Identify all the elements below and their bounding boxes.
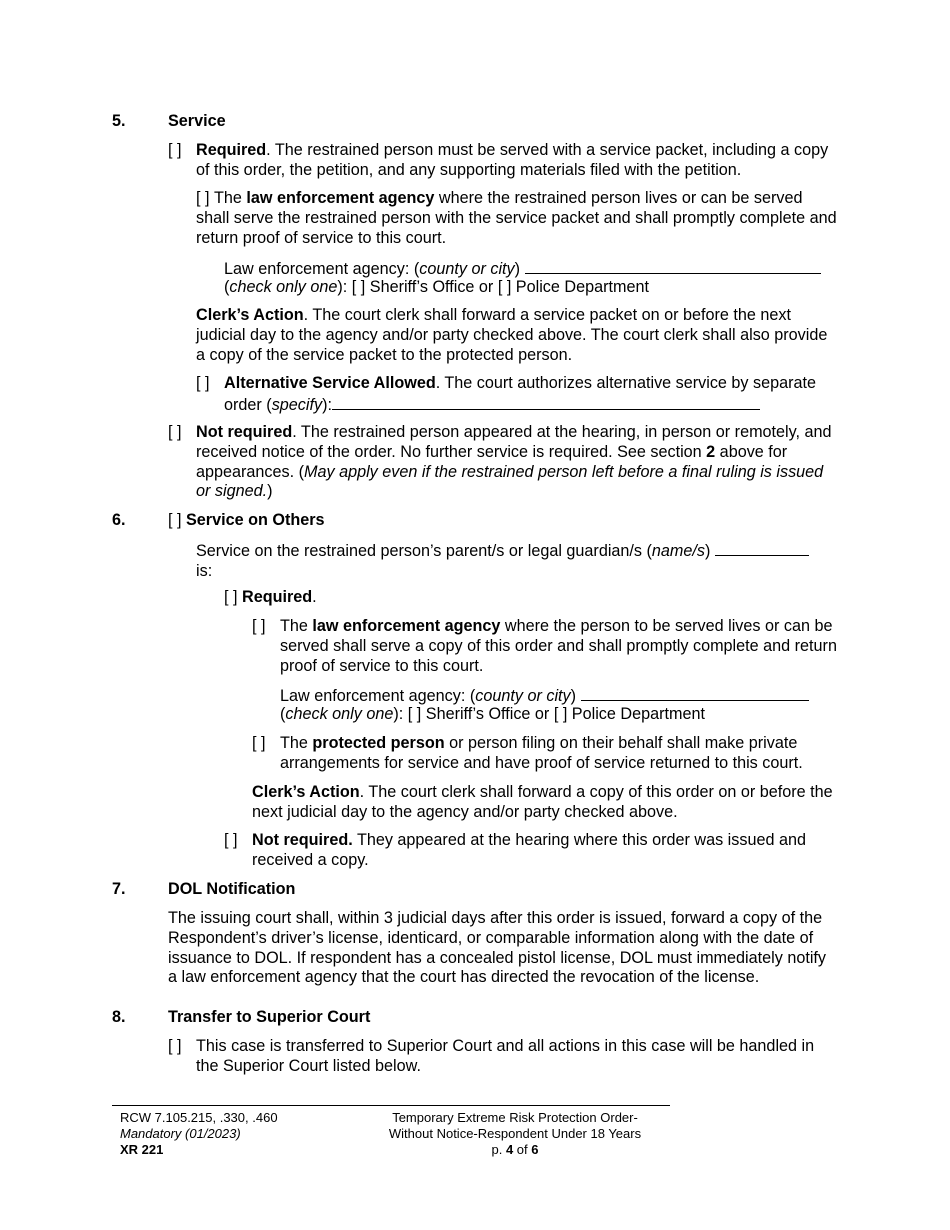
sec6-protected-item: [ ] The protected person or person filing on their behalf shall make private arrangements for service and have proof of service returned to this court. [252,734,803,772]
sec7-body: The issuing court shall, within 3 judicial days after this order is issued, forward a copy of the Respondent’s driver’s license, identicard, or comparable information along with the date of issuance to DOL. If respondent has a concealed pistol license, DOL must immediately notify a law enforcement agency that the court has directed the revocation of the license. [168,909,827,987]
checkbox[interactable]: [ ] [224,588,238,606]
footer-mandatory: Mandatory (01/2023) [120,1126,241,1141]
checkbox[interactable]: [ ] [196,374,210,392]
section-8-title: Transfer to Superior Court [168,1008,371,1026]
checkbox[interactable]: [ ] [168,511,182,529]
sec8-transfer-item: [ ] This case is transferred to Superior Court and all actions in this case will be handled in the Superior Court listed below. [168,1037,815,1075]
required-label: Required [196,141,267,159]
sec6-check-line: (check only one): [ ] Sheriff’s Office or [ ] Police Department [280,705,705,723]
sec5-agency-line: Law enforcement agency: (county or city) [224,258,838,280]
sec6-clerk-action: Clerk’s Action. The court clerk shall forward a copy of this order on or before the next judicial day to the agency and/or party checked above. [252,783,833,821]
sec5-not-required: [ ] Not required. The restrained person appeared at the hearing, in person or remotely, and received notice of the order. No further service is required. See section 2 above for appearances. (May apply even if the restrained person left before a final ruling is issued or signed.) [168,423,832,501]
footer-rule [112,1105,670,1106]
checkbox[interactable]: [ ] [168,423,182,441]
footer-center [355,1110,675,1158]
sec5-check-line: (check only one): [ ] Sheriff’s Office or [ ] Police Department [224,278,649,296]
sec6-lea-item: [ ] The law enforcement agency where the person to be served lives or can be served shall serve a copy of this order and shall promptly complete and return proof of service to this court. [252,617,837,675]
footer-form-number: XR 221 [120,1142,164,1157]
sec6-agency-line: Law enforcement agency: (county or city) [280,685,826,707]
section-8-number: 8. [112,1008,126,1026]
sec5-alt-service: [ ] Alternative Service Allowed. The court authorizes alternative service by separate order (specify): [196,374,817,414]
footer-rcw: RCW 7.105.215, .330, .460 [120,1110,278,1125]
specify-input[interactable] [332,394,760,410]
name-input[interactable] [715,540,809,556]
section-7-number: 7. [112,880,126,898]
agency-input[interactable] [581,685,809,701]
section-5-number: 5. [112,112,126,130]
footer-left [120,1110,278,1158]
sec5-required-item: [ ] Required. The restrained person must be served with a service packet, including a copy of this order, the petition, and any supporting materials filed with the petition. [168,141,829,179]
checkbox[interactable]: [ ] [168,1037,182,1055]
sec5-lea-item: [ ] The law enforcement agency where the restrained person lives or can be served shall serve the restrained person with the service packet and shall promptly complete and return proof of service to this court. [196,189,837,247]
checkbox[interactable]: [ ] [252,734,266,752]
footer-title-2: Without Notice-Respondent Under 18 Years [388,1126,642,1141]
checkbox[interactable]: [ ] [196,189,210,207]
sec5-clerk-action: Clerk’s Action. The court clerk shall forward a service packet on or before the next judicial day to the agency and/or party checked above. The court clerk shall also provide a copy of the service packet to the protected person. [196,306,828,364]
section-7-title: DOL Notification [168,880,296,898]
sec6-required: [ ] Required. [224,588,317,606]
section-6-title: [ ] Service on Others [168,511,325,529]
checkbox[interactable]: [ ] [168,141,182,159]
footer-page: p. 4 of 6 [491,1142,539,1157]
agency-input[interactable] [525,258,821,274]
section-5-title: Service [168,112,226,130]
sec6-intro: Service on the restrained person’s parent/s or legal guardian/s (name/s) is: [196,540,838,582]
section-6-number: 6. [112,511,126,529]
footer-title-1: Temporary Extreme Risk Protection Order- [392,1110,638,1125]
checkbox[interactable]: [ ] [252,617,266,635]
checkbox[interactable]: [ ] [224,831,238,849]
sec6-not-required: [ ] Not required. They appeared at the hearing where this order was issued and received a copy. [224,831,806,869]
